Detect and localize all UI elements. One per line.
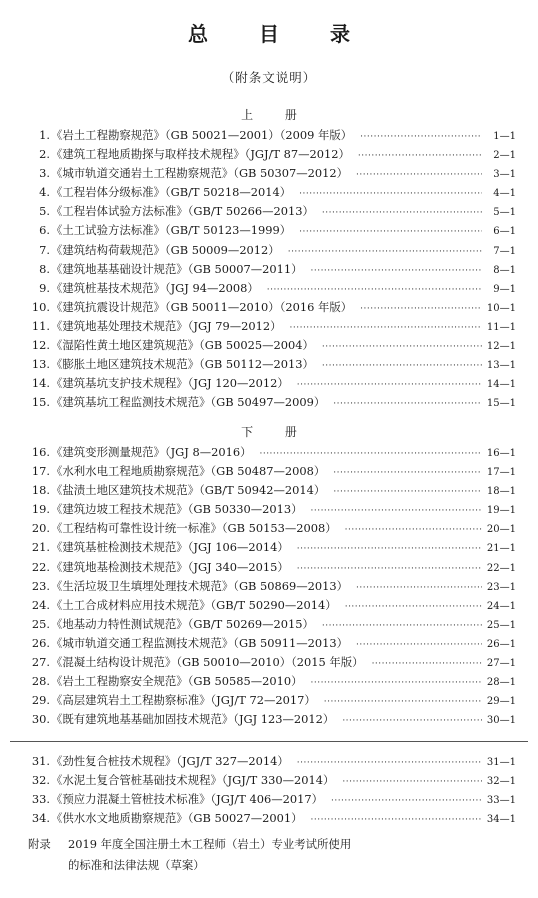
toc-entry-number: 26. (31, 635, 50, 650)
dot-leader (345, 525, 482, 535)
toc-entry[interactable] (28, 539, 516, 558)
toc-entry-title: 《生活垃圾卫生填埋处理技术规范》（GB 50869—2013） (51, 578, 349, 593)
toc-entry-title: 《建筑抗震设计规范》（GB 50011—2010）（2016 年版） (51, 299, 353, 314)
toc-entry[interactable] (28, 711, 516, 730)
toc-entry[interactable] (28, 242, 516, 261)
toc-entry-title: 《预应力混凝土管桩技术标准》（JGJ/T 406—2017） (51, 792, 323, 807)
dot-leader (288, 247, 482, 257)
dot-leader (345, 602, 482, 612)
toc-entry-title: 《建筑基坑工程监测技术规范》（GB 50497—2009） (51, 395, 326, 410)
toc-entry-title: 《既有建筑地基基础加固技术规范》（JGJ 123—2012） (51, 712, 335, 727)
dot-leader (331, 796, 482, 806)
volume1-heading: 上 册 (241, 108, 311, 122)
toc-entry[interactable] (28, 791, 516, 810)
dot-leader (360, 304, 482, 314)
toc-entry[interactable] (28, 692, 516, 711)
toc-entry-title: 《建筑基坑支护技术规程》（JGJ 120—2012） (51, 376, 289, 391)
toc-entry-number: 20. (31, 521, 50, 536)
dot-leader (324, 697, 482, 707)
toc-entry[interactable] (28, 772, 516, 791)
dot-leader (322, 342, 482, 352)
appendix-line-1: 2019 年度全国注册土木工程师（岩土）专业考试所使用 (68, 837, 352, 851)
toc-entry-page: 27—1 (486, 658, 516, 670)
toc-entry-page: 29—1 (486, 696, 516, 708)
appendix-line-2: 的标准和法律法规（草案） (68, 858, 205, 872)
toc-entry-number: 33. (31, 792, 50, 807)
toc-entry-title: 《建筑基桩检测技术规范》（JGJ 106—2014） (51, 540, 289, 555)
toc-entry[interactable] (28, 753, 516, 772)
toc-entry-title: 《建筑工程地质勘探与取样技术规程》（JGJ/T 87—2012） (51, 147, 350, 162)
dot-leader (259, 449, 482, 459)
toc-entry-number: 8. (39, 261, 50, 276)
toc-entry-title: 《工程岩体分级标准》（GB/T 50218—2014） (51, 185, 292, 200)
toc-entry-number: 25. (31, 616, 50, 631)
toc-entry-number: 1. (39, 128, 50, 142)
toc-entry[interactable] (28, 165, 516, 184)
toc-entry[interactable] (28, 654, 516, 673)
toc-entry-title: 《建筑地基检测技术规范》（JGJ 340—2015） (51, 559, 289, 574)
toc-entry-page: 2—1 (493, 150, 516, 162)
toc-entry-title: 《供水水文地质勘察规范》（GB 50027—2001） (51, 811, 303, 826)
toc-entry[interactable] (28, 463, 516, 482)
dot-leader (290, 323, 483, 333)
toc-entry[interactable] (28, 318, 516, 337)
toc-entry-title: 《混凝土结构设计规范》（GB 50010—2010）（2015 年版） (51, 655, 364, 670)
toc-entry-page: 34—1 (486, 814, 516, 826)
toc-entry-number: 28. (31, 674, 50, 689)
toc-entry[interactable] (28, 597, 516, 616)
toc-entry-title: 《建筑变形测量规范》（JGJ 8—2016） (51, 445, 252, 459)
dot-leader (356, 640, 482, 650)
dot-leader (333, 468, 482, 478)
toc-entry-number: 3. (39, 166, 50, 181)
section-divider (10, 741, 528, 742)
toc-entry-title: 《劲性复合桩技术规程》（JGJ/T 327—2014） (51, 754, 289, 768)
dot-leader (342, 777, 482, 787)
toc-entry[interactable] (28, 482, 516, 501)
volume2-heading: 下 册 (241, 425, 311, 439)
toc-entry-number: 13. (31, 357, 50, 372)
toc-entry-number: 7. (39, 242, 50, 257)
dot-leader (356, 170, 482, 180)
toc-entry-number: 12. (31, 338, 50, 353)
toc-entry-page: 10—1 (486, 302, 516, 314)
toc-entry-page: 14—1 (486, 379, 516, 391)
toc-entry-page: 32—1 (486, 776, 516, 788)
toc-entry[interactable] (28, 394, 516, 413)
toc-entry-number: 29. (31, 693, 50, 708)
toc-entry[interactable] (28, 810, 516, 829)
toc-entry-page: 26—1 (486, 638, 516, 650)
toc-entry-number: 9. (39, 280, 50, 295)
toc-entry-title: 《岩土工程勘察规范》（GB 50021—2001）（2009 年版） (51, 128, 353, 142)
toc-entry-title: 《岩土工程勘察安全规范》（GB 50585—2010） (51, 674, 303, 689)
dot-leader (322, 361, 482, 371)
toc-entry-number: 34. (31, 811, 50, 826)
dot-leader (297, 564, 482, 574)
toc-entry[interactable] (28, 635, 516, 654)
toc-entry-title: 《建筑地基处理技术规范》（JGJ 79—2012） (51, 318, 282, 333)
appendix (28, 834, 508, 876)
toc-entry-number: 27. (31, 655, 50, 670)
toc-entry[interactable] (28, 337, 516, 356)
toc-entry-page: 28—1 (486, 677, 516, 689)
toc-entry-title: 《水泥土复合管桩基础技术规程》（JGJ/T 330—2014） (51, 773, 335, 788)
toc-entry-page: 31—1 (486, 757, 516, 768)
dot-leader (310, 266, 482, 276)
toc-entry-page: 9—1 (493, 283, 516, 295)
toc-entry[interactable] (28, 559, 516, 578)
dot-leader (322, 621, 482, 631)
toc-entry-page: 13—1 (486, 360, 516, 372)
toc-entry[interactable] (28, 203, 516, 222)
toc-entry[interactable] (28, 520, 516, 539)
toc-entry-title: 《土工试验方法标准》（GB/T 50123—1999） (51, 223, 292, 238)
dot-leader (310, 506, 482, 516)
toc-entry-number: 32. (31, 773, 50, 788)
dot-leader (360, 132, 482, 142)
toc-entry-page: 8—1 (493, 264, 516, 276)
toc-entry[interactable] (28, 222, 516, 241)
toc-entry-page: 11—1 (486, 321, 516, 333)
toc-entry-page: 3—1 (493, 169, 516, 181)
toc-entry-number: 24. (31, 597, 50, 612)
toc-entry-title: 《地基动力特性测试规范》（GB/T 50269—2015） (51, 616, 314, 631)
toc-entry-number: 22. (31, 559, 50, 574)
toc-entry-page: 23—1 (486, 581, 516, 593)
toc-entry[interactable] (28, 261, 516, 280)
toc-entry-page: 22—1 (486, 562, 516, 574)
toc-entry-title: 《土工合成材料应用技术规范》（GB/T 50290—2014） (51, 597, 337, 612)
toc-entry-page: 1—1 (493, 131, 516, 142)
toc-entry-number: 17. (31, 464, 50, 479)
toc-entry-page: 12—1 (486, 341, 516, 353)
toc-entry-number: 11. (31, 318, 50, 333)
dot-leader (299, 189, 482, 199)
toc-entry-page: 15—1 (486, 398, 516, 410)
toc-entry-title: 《盐渍土地区建筑技术规范》（GB/T 50942—2014） (51, 483, 326, 498)
toc-entry[interactable] (28, 444, 516, 463)
dot-leader (297, 758, 482, 768)
toc-entry-number: 30. (31, 712, 50, 727)
toc-entry-page: 33—1 (486, 795, 516, 807)
toc-entry-page: 20—1 (486, 524, 516, 536)
toc-entry-page: 4—1 (493, 188, 516, 200)
toc-entry-page: 16—1 (486, 448, 516, 459)
toc-entry-number: 16. (31, 445, 50, 459)
toc-entry[interactable] (28, 280, 516, 299)
dot-leader (297, 544, 482, 554)
toc-entry[interactable] (28, 578, 516, 597)
toc-entry-number: 31. (31, 754, 50, 768)
volume2-list (28, 444, 516, 730)
toc-entry-title: 《膨胀土地区建筑技术规范》（GB 50112—2013） (51, 357, 314, 372)
toc-entry-number: 21. (31, 540, 50, 555)
toc-entry-page: 18—1 (486, 486, 516, 498)
toc-entry-number: 2. (39, 147, 50, 162)
toc-entry[interactable] (28, 299, 516, 318)
toc-entry-title: 《湿陷性黄土地区建筑规范》（GB 50025—2004） (51, 338, 314, 353)
toc-entry-number: 4. (39, 185, 50, 200)
toc-entry-title: 《城市轨道交通岩土工程勘察规范》（GB 50307—2012） (51, 166, 349, 181)
toc-entry-title: 《建筑地基基础设计规范》（GB 50007—2011） (51, 261, 303, 276)
toc-entry-page: 24—1 (486, 600, 516, 612)
dot-leader (372, 659, 482, 669)
dot-leader (310, 678, 482, 688)
toc-entry-page: 19—1 (486, 505, 516, 517)
toc-entry-page: 25—1 (486, 619, 516, 631)
dot-leader (333, 487, 482, 497)
dot-leader (310, 815, 482, 825)
toc-entry[interactable] (28, 184, 516, 203)
volume1-list (28, 127, 516, 413)
toc-entry[interactable] (28, 375, 516, 394)
dot-leader (356, 583, 482, 593)
toc-entry-number: 23. (31, 578, 50, 593)
toc-entry-number: 14. (31, 376, 50, 391)
toc-entry-page: 7—1 (493, 245, 516, 257)
dot-leader (297, 380, 482, 390)
toc-entry-number: 5. (39, 204, 50, 219)
toc-entry-number: 19. (31, 502, 50, 517)
toc-entry-title: 《水利水电工程地质勘察规范》（GB 50487—2008） (51, 464, 326, 479)
dot-leader (322, 208, 482, 218)
appendix-label: 附录 (28, 837, 51, 851)
toc-entry-number: 15. (31, 395, 50, 410)
page-title: 总 目 录 (188, 22, 372, 46)
toc-entry[interactable] (28, 501, 516, 520)
toc-entry-title: 《建筑桩基技术规范》（JGJ 94—2008） (51, 280, 259, 295)
toc-entry-title: 《城市轨道交通工程监测技术规范》（GB 50911—2013） (51, 635, 349, 650)
toc-entry[interactable] (28, 616, 516, 635)
dot-leader (267, 285, 482, 295)
volume3-list (28, 753, 516, 829)
toc-entry-number: 10. (31, 299, 50, 314)
dot-leader (358, 151, 482, 161)
toc-entry-page: 6—1 (493, 226, 516, 238)
page-subtitle: （附条文说明） (221, 70, 317, 85)
toc-entry[interactable] (28, 673, 516, 692)
toc-entry-page: 30—1 (486, 715, 516, 727)
toc-entry[interactable] (28, 356, 516, 375)
toc-entry-title: 《高层建筑岩土工程勘察标准》（JGJ/T 72—2017） (51, 693, 316, 708)
toc-entry-number: 18. (31, 483, 50, 498)
toc-entry-title: 《工程岩体试验方法标准》（GB/T 50266—2013） (51, 204, 314, 219)
toc-entry-page: 5—1 (493, 207, 516, 219)
dot-leader (333, 399, 482, 409)
toc-entry[interactable] (28, 146, 516, 165)
toc-entry-page: 21—1 (486, 543, 516, 555)
dot-leader (299, 227, 482, 237)
toc-entry-page: 17—1 (486, 467, 516, 479)
toc-entry-title: 《工程结构可靠性设计统一标准》（GB 50153—2008） (51, 521, 337, 536)
toc-entry-title: 《建筑边坡工程技术规范》（GB 50330—2013） (51, 502, 303, 517)
toc-entry[interactable] (28, 127, 516, 146)
dot-leader (342, 716, 482, 726)
toc-entry-number: 6. (39, 223, 50, 238)
toc-entry-title: 《建筑结构荷载规范》（GB 50009—2012） (51, 242, 280, 257)
